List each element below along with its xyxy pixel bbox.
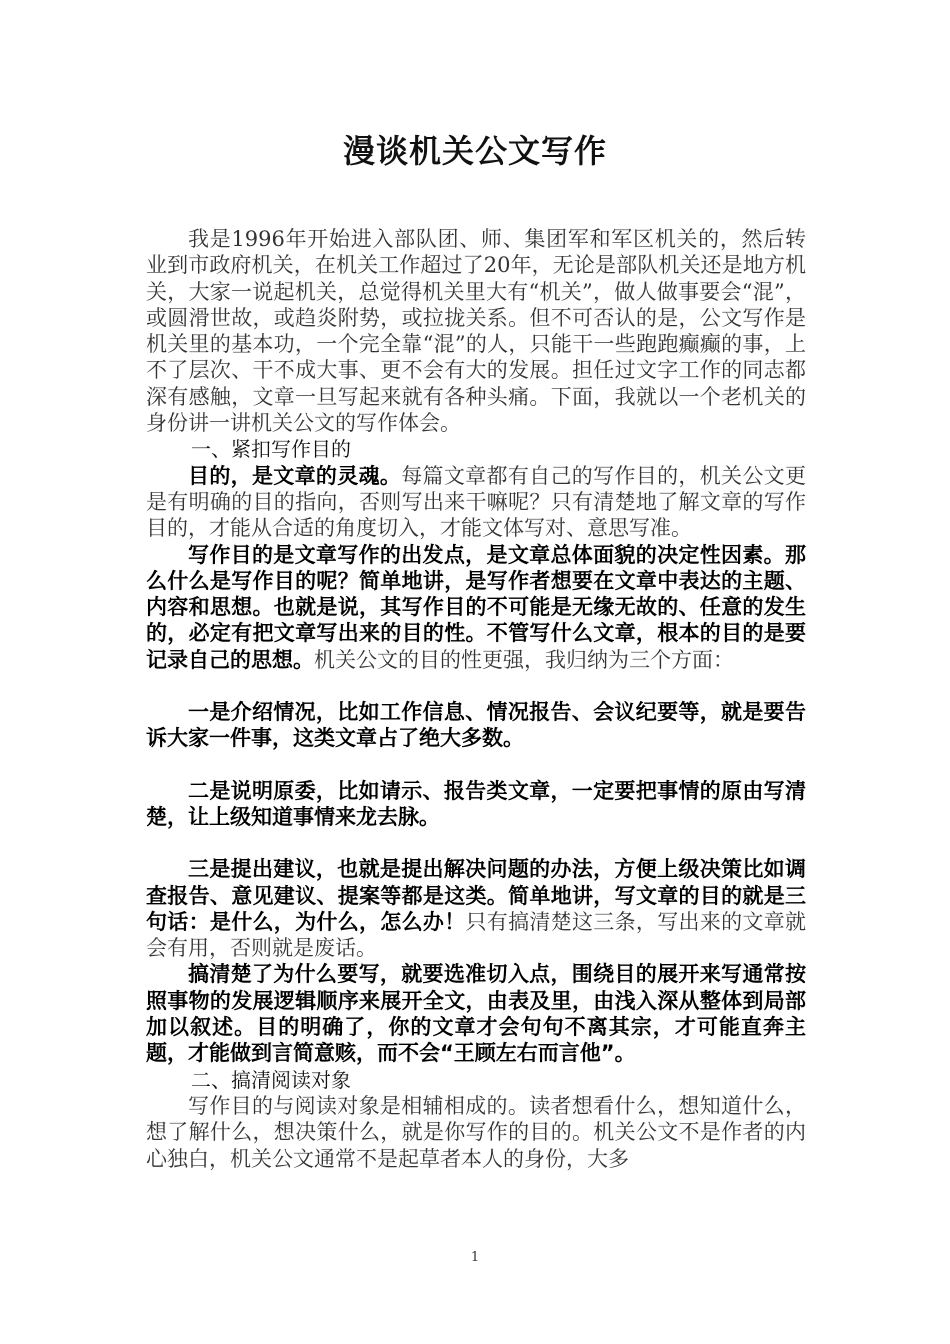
paragraph-text: 机关公文的目的性更强，我归纳为三个方面： bbox=[314, 647, 734, 672]
bold-lead: 目的，是文章的灵魂。 bbox=[188, 463, 402, 488]
page-number: 1 bbox=[470, 1250, 480, 1265]
paragraph-text: 每篇文章都有自己的写作目的，机关公文更是有明确的目的指向，否则写出来干嘛呢？只有清楚地了解文章的写作目的，才能从合适的角度切入，才能文体写对、意思写准。 bbox=[146, 463, 807, 541]
paragraph-readers: 写作目的与阅读对象是相辅相成的。读者想看什么，想知道什么，想了解什么，想决策什么，就是你写作的目的。机关公文不是作者的内心独白，机关公文通常不是起草者本人的身份，大多 bbox=[146, 1093, 806, 1171]
paragraph-purpose-soul bbox=[146, 463, 806, 542]
point-two: 二是说明原委，比如请示、报告类文章，一定要把事情的原由写清楚，让上级知道事情来龙去脉。 bbox=[146, 778, 806, 829]
section-heading-1: 一、紧扣写作目的 bbox=[191, 437, 351, 462]
paragraph-text: 只有搞清楚这三条，写出来的文章就会有用，否则就是废话。 bbox=[146, 909, 806, 961]
section-heading-2: 二、搞清阅读对象 bbox=[191, 1067, 351, 1092]
paragraph-purpose-definition bbox=[146, 542, 806, 673]
bold-lead: 写作目的是文章写作的出发点，是文章总体面貌的决定性因素。那么什么是写作目的呢？简单地讲，是写作者想要在文章中表达的主题、内容和思想。也就是说，其写作目的不可能是无缘无故的、任意的发生的，必定有把文章写出来的目的性。不管写什么文章，根本的目的是要记录自己的思想。 bbox=[146, 542, 806, 672]
point-one: 一是介绍情况，比如工作信息、情况报告、会议纪要等，就是要告诉大家一件事，这类文章占了绝大多数。 bbox=[146, 700, 806, 751]
paragraph-entry-point: 搞清楚了为什么要写，就要选准切入点，围绕目的展开来写通常按照事物的发展逻辑顺序来展开全文，由表及里，由浅入深从整体到局部加以叙述。目的明确了，你的文章才会句句不离其宗，才可能直奔主题，才能做到言简意赅，而不会“王顾左右而言他”。 bbox=[146, 962, 806, 1066]
intro-paragraph: 我是1996年开始进入部队团、师、集团军和军区机关的，然后转业到市政府机关，在机关工作超过了20年，无论是部队机关还是地方机关，大家一说起机关，总觉得机关里大有“机关”，做人做事要会“混”，或圆滑世故，或趋炎附势，或拉拢关系。但不可否认的是，公文写作是机关里的基本功，一个完全靠“混”的人，只能干一些跑跑癫癫的事，上不了层次、干不成大事、更不会有大的发展。担任过文字工作的同志都深有感触，文章一旦写起来就有各种头痛。下面，我就以一个老机关的身份讲一讲机关公文的写作体会。 bbox=[146, 227, 806, 436]
bold-lead: 三是提出建议，也就是提出解决问题的办法，方便上级决策比如调查报告、意见建议、提案等都是这类。简单地讲，写文章的目的就是三句话：是什么，为什么，怎么办！ bbox=[146, 857, 806, 934]
document-title: 漫谈机关公文写作 bbox=[342, 132, 607, 170]
document-body bbox=[146, 226, 806, 1172]
point-three bbox=[146, 856, 806, 961]
